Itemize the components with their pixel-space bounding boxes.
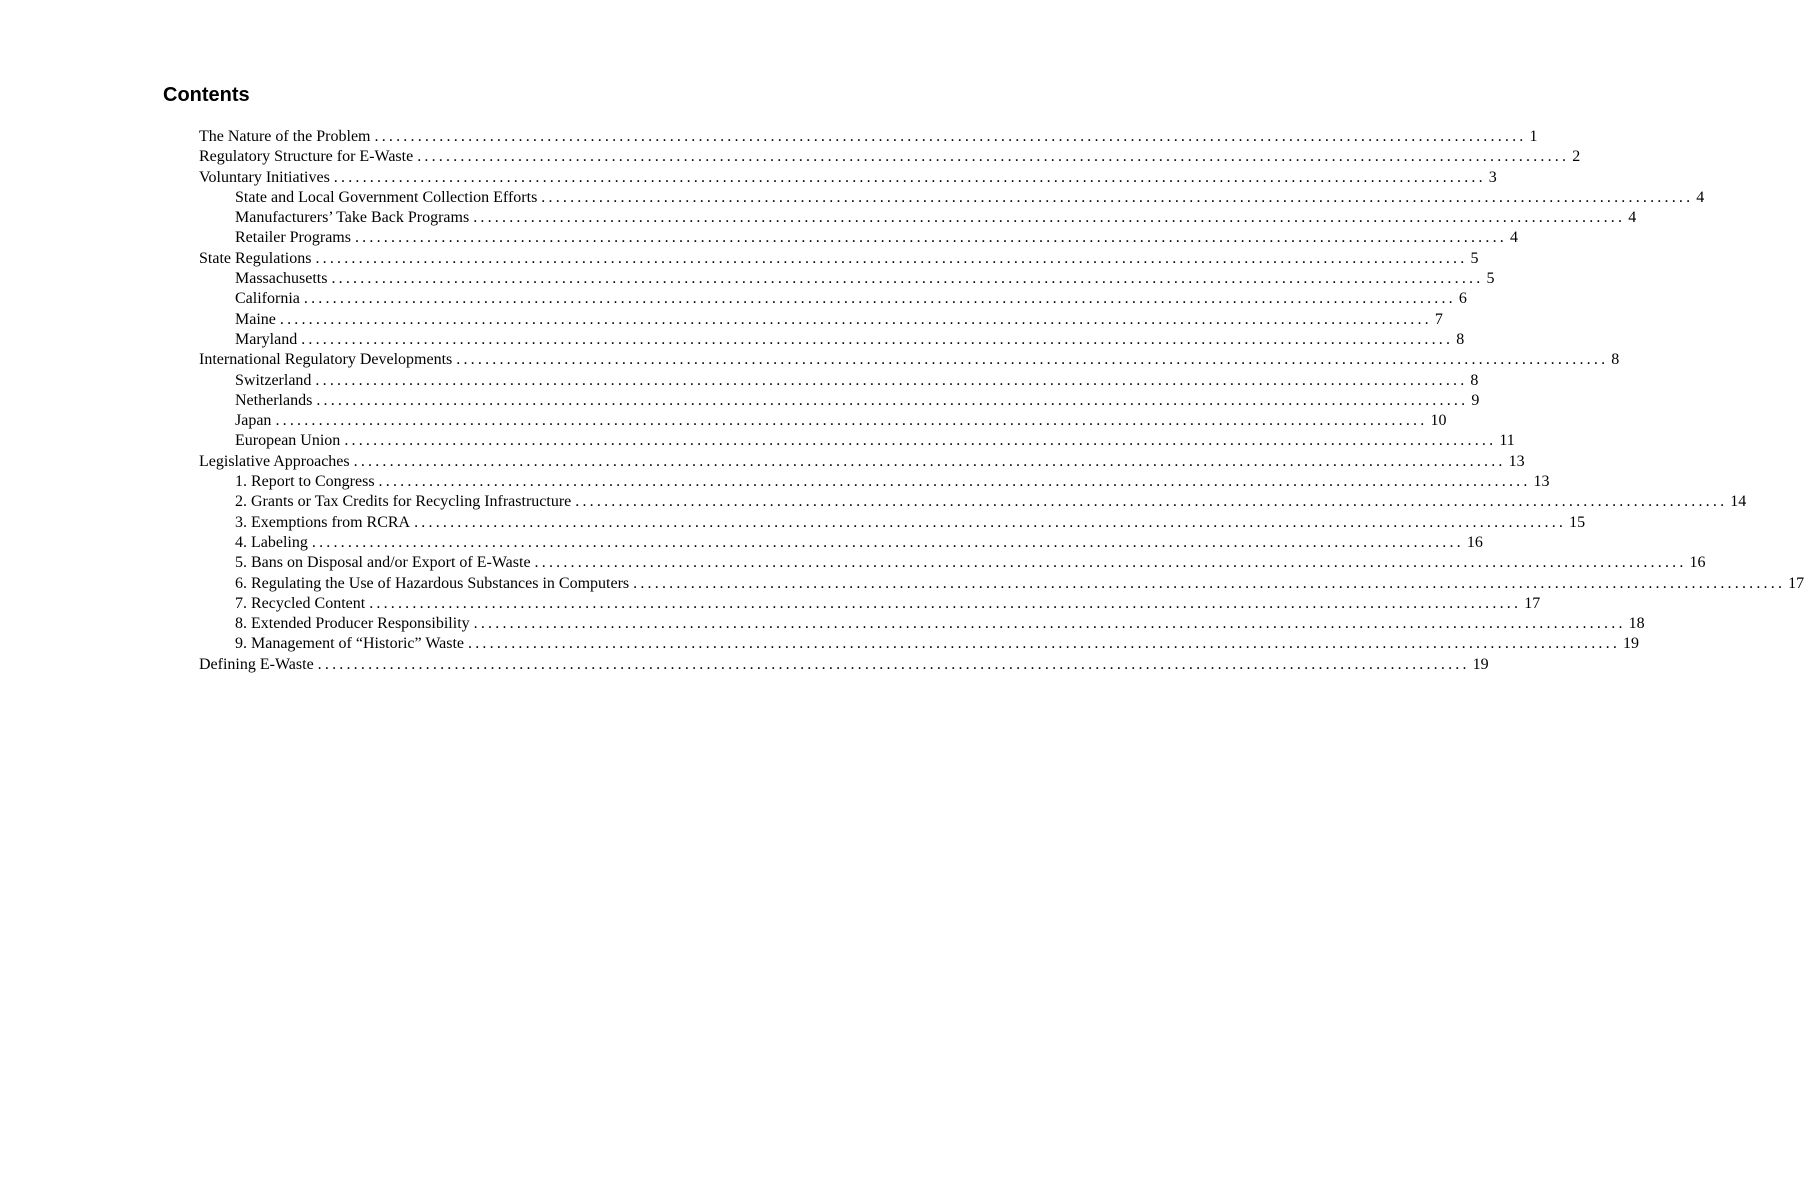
toc-entry[interactable]: [199, 350, 1620, 370]
toc-entry-page: 17: [1788, 574, 1804, 592]
toc-entry-page: 19: [1472, 655, 1489, 673]
toc-entry-title: The Nature of the Problem: [199, 128, 371, 145]
toc-leader-dots: ................................................................................................................................................................: [353, 452, 1506, 470]
table-of-contents: [199, 127, 1804, 675]
toc-leader-dots: ................................................................................................................................................................: [311, 533, 1464, 551]
toc-entry-page: 2: [1572, 148, 1581, 166]
toc-leader-dots: ................................................................................................................................................................: [534, 554, 1687, 572]
toc-entry-title: Switzerland: [235, 371, 312, 389]
toc-entry[interactable]: [199, 310, 1443, 330]
toc-entry[interactable]: [199, 269, 1495, 289]
toc-entry[interactable]: [199, 188, 1705, 208]
toc-leader-dots: ................................................................................................................................................................: [541, 188, 1694, 206]
toc-entry-title: Massachusetts: [235, 270, 328, 288]
toc-leader-dots: ................................................................................................................................................................: [575, 493, 1728, 511]
toc-leader-dots: ................................................................................................................................................................: [301, 330, 1454, 348]
toc-leader-dots: ................................................................................................................................................................: [473, 209, 1626, 227]
toc-leader-dots: ................................................................................................................................................................: [333, 168, 1486, 186]
toc-entry-page: 19: [1623, 635, 1640, 653]
toc-entry-page: 16: [1466, 533, 1483, 551]
toc-entry-title: Japan: [235, 412, 272, 430]
toc-leader-dots: ................................................................................................................................................................: [354, 229, 1507, 247]
toc-entry-title: Maine: [235, 310, 276, 328]
toc-entry-page: 1: [1529, 128, 1538, 145]
toc-entry-page: 11: [1499, 432, 1515, 450]
toc-leader-dots: ................................................................................................................................................................: [473, 615, 1626, 633]
toc-entry[interactable]: [199, 533, 1483, 553]
toc-leader-dots: ................................................................................................................................................................: [468, 635, 1621, 653]
toc-entry[interactable]: [199, 228, 1518, 248]
toc-entry-title: State Regulations: [199, 249, 312, 267]
toc-entry-page: 16: [1689, 554, 1706, 572]
toc-entry[interactable]: [199, 208, 1637, 228]
toc-entry-title: 9. Management of “Historic” Waste: [235, 635, 465, 653]
toc-leader-dots: ................................................................................................................................................................: [315, 249, 1468, 267]
toc-entry-page: 14: [1730, 493, 1747, 511]
toc-entry[interactable]: [199, 634, 1640, 654]
toc-entry[interactable]: [199, 391, 1480, 411]
toc-entry[interactable]: [199, 249, 1479, 269]
toc-leader-dots: ................................................................................................................................................................: [417, 148, 1570, 166]
toc-entry-page: 13: [1533, 473, 1550, 491]
toc-entry-title: 5. Bans on Disposal and/or Export of E-Waste: [235, 554, 531, 572]
toc-entry-title: Maryland: [235, 330, 298, 348]
toc-leader-dots: ................................................................................................................................................................: [344, 432, 1497, 450]
toc-entry-title: 6. Regulating the Use of Hazardous Substances in Computers: [235, 574, 630, 592]
toc-leader-dots: ................................................................................................................................................................: [317, 655, 1470, 673]
page-title: Contents: [163, 84, 250, 106]
toc-entry[interactable]: [199, 472, 1550, 492]
toc-entry[interactable]: [199, 371, 1479, 391]
toc-entry-title: 2. Grants or Tax Credits for Recycling Infrastructure: [235, 493, 572, 511]
toc-entry[interactable]: [199, 574, 1804, 594]
toc-leader-dots: ................................................................................................................................................................: [316, 391, 1469, 409]
toc-entry[interactable]: [199, 411, 1447, 431]
toc-entry-title: Defining E-Waste: [199, 655, 314, 673]
toc-entry-page: 8: [1470, 371, 1479, 389]
toc-leader-dots: ................................................................................................................................................................: [275, 412, 1428, 430]
toc-entry-title: International Regulatory Developments: [199, 351, 453, 369]
toc-entry[interactable]: [199, 513, 1586, 533]
toc-entry[interactable]: [199, 452, 1525, 472]
toc-entry-page: 10: [1430, 412, 1447, 430]
toc-leader-dots: ................................................................................................................................................................: [456, 351, 1609, 369]
toc-entry-page: 4: [1696, 188, 1705, 206]
toc-entry-title: 4. Labeling: [235, 533, 308, 551]
toc-entry[interactable]: [199, 147, 1581, 167]
toc-leader-dots: ................................................................................................................................................................: [414, 513, 1567, 531]
toc-entry[interactable]: [199, 492, 1747, 512]
toc-entry-page: 15: [1569, 513, 1586, 531]
toc-entry-title: Regulatory Structure for E-Waste: [199, 148, 414, 166]
toc-entry-page: 5: [1486, 270, 1495, 288]
toc-entry-page: 5: [1470, 249, 1479, 267]
toc-entry-page: 4: [1628, 209, 1637, 227]
toc-entry-title: State and Local Government Collection Efforts: [235, 188, 538, 206]
toc-entry[interactable]: [199, 168, 1497, 188]
toc-entry-title: Voluntary Initiatives: [199, 168, 330, 186]
toc-entry-title: 8. Extended Producer Responsibility: [235, 615, 470, 633]
toc-entry-page: 9: [1471, 391, 1480, 409]
toc-entry[interactable]: [199, 553, 1706, 573]
toc-entry-title: Manufacturers’ Take Back Programs: [235, 209, 470, 227]
toc-entry-page: 8: [1611, 351, 1620, 369]
toc-entry-page: 3: [1488, 168, 1497, 186]
toc-entry-page: 6: [1458, 290, 1467, 308]
toc-leader-dots: ................................................................................................................................................................: [633, 574, 1786, 592]
toc-entry[interactable]: [199, 330, 1465, 350]
toc-leader-dots: ................................................................................................................................................................: [315, 371, 1468, 389]
toc-entry-title: Retailer Programs: [235, 229, 351, 247]
toc-entry[interactable]: [199, 127, 1538, 147]
toc-entry-title: Netherlands: [235, 391, 313, 409]
toc-leader-dots: ................................................................................................................................................................: [303, 290, 1456, 308]
toc-entry-page: 7: [1434, 310, 1443, 328]
toc-entry[interactable]: [199, 289, 1467, 309]
toc-entry[interactable]: [199, 655, 1489, 675]
toc-entry-page: 8: [1456, 330, 1465, 348]
toc-leader-dots: ................................................................................................................................................................: [331, 270, 1484, 288]
toc-entry-page: 18: [1628, 615, 1645, 633]
toc-entry-page: 4: [1509, 229, 1518, 247]
toc-entry[interactable]: [199, 594, 1541, 614]
toc-leader-dots: ................................................................................................................................................................: [369, 594, 1522, 612]
toc-entry-title: 7. Recycled Content: [235, 594, 366, 612]
toc-entry-page: 17: [1524, 594, 1541, 612]
toc-entry-page: 13: [1508, 452, 1525, 470]
toc-entry-title: California: [235, 290, 300, 308]
toc-entry-title: 1. Report to Congress: [235, 473, 375, 491]
toc-entry[interactable]: [199, 431, 1515, 451]
toc-entry-title: Legislative Approaches: [199, 452, 350, 470]
toc-entry-title: 3. Exemptions from RCRA: [235, 513, 411, 531]
toc-leader-dots: ................................................................................................................................................................: [378, 473, 1531, 491]
toc-leader-dots: ................................................................................................................................................................: [374, 128, 1527, 145]
toc-entry-title: European Union: [235, 432, 341, 450]
toc-entry[interactable]: [199, 614, 1645, 634]
toc-leader-dots: ................................................................................................................................................................: [279, 310, 1432, 328]
